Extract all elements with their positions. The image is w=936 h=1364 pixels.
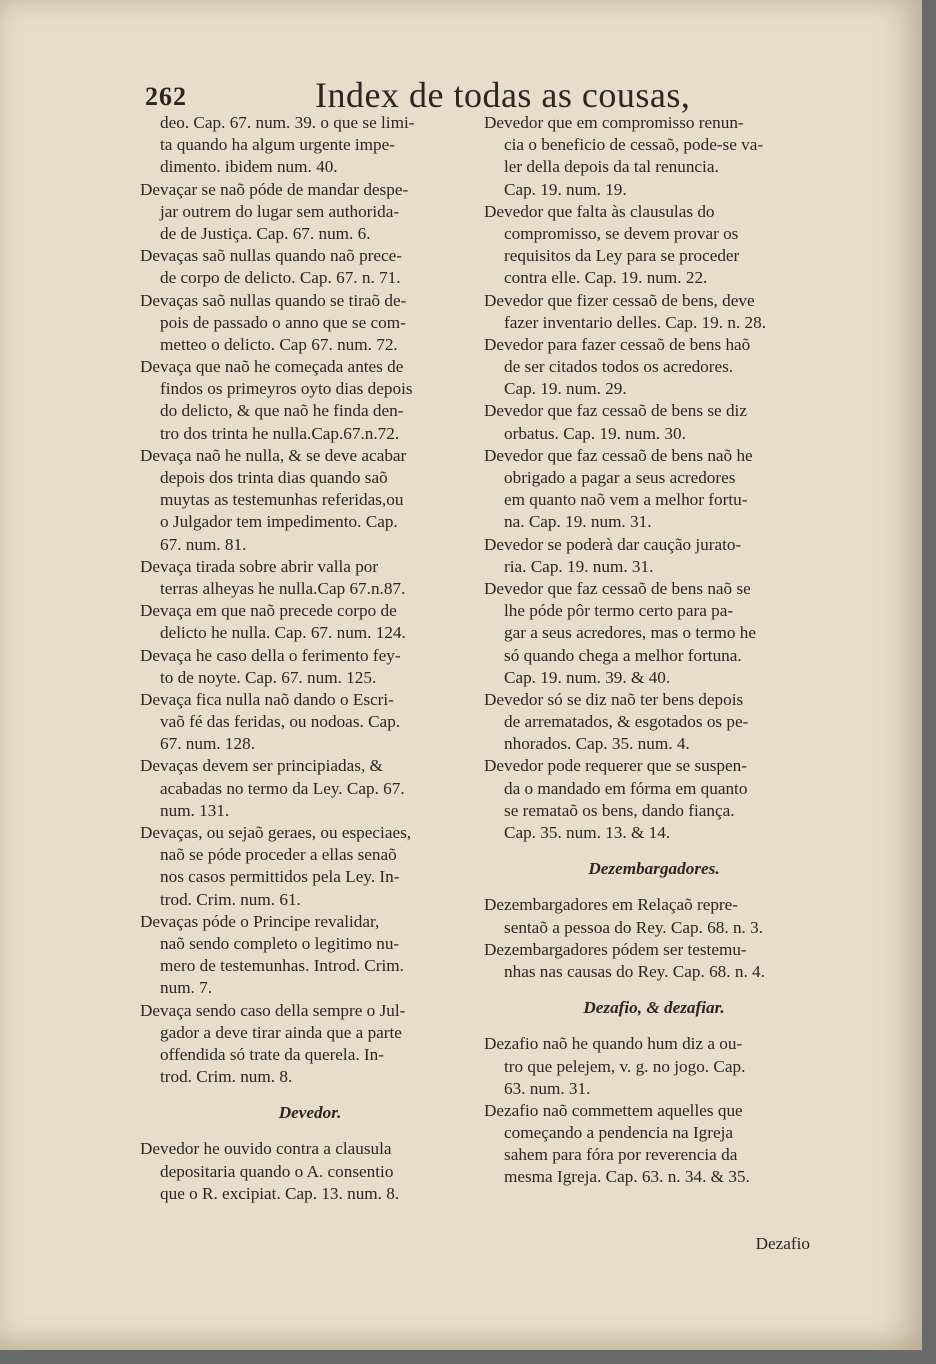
- entry-continuation-line: Cap. 35. num. 13. & 14.: [504, 823, 671, 842]
- entry-continuation-line: pois de passado o anno que se com-: [160, 312, 406, 332]
- section-heading: Dezembargadores.: [588, 859, 720, 879]
- entry-first-line: Devaças devem ser principiadas, &: [140, 756, 383, 776]
- entry-continuation-line: to de noyte. Cap. 67. num. 125.: [160, 667, 377, 687]
- entry-continuation-line: Cap. 19. num. 29.: [504, 379, 627, 399]
- entry-first-line: Devedor que fizer cessaõ de bens, deve: [484, 290, 755, 310]
- entry-first-line: Devaças póde o Principe revalidar,: [140, 911, 380, 931]
- entry-first-line: Devedor que faz cessaõ de bens naõ se: [484, 578, 751, 598]
- entry-continuation-line: nhorados. Cap. 35. num. 4.: [504, 734, 690, 754]
- entry-continuation-line: contra elle. Cap. 19. num. 22.: [504, 268, 708, 288]
- entry-continuation-line: de de Justiça. Cap. 67. num. 6.: [160, 223, 371, 243]
- entry-continuation-line: naõ se póde proceder a ellas senaõ: [160, 845, 397, 865]
- entry-continuation-line: delicto he nulla. Cap. 67. num. 124.: [160, 623, 406, 643]
- entry-continuation-line: 63. num. 31.: [504, 1078, 591, 1098]
- entry-continuation-line: ta quando ha algum urgente impe-: [160, 135, 395, 155]
- entry-continuation-line: num. 131.: [160, 800, 230, 820]
- entry-continuation-line: de ser citados todos os acredores.: [504, 357, 734, 377]
- entry-continuation-line: Cap. 19. num. 19.: [504, 179, 627, 199]
- entry-first-line: Dezembargadores em Relaçaõ repre-: [484, 895, 739, 915]
- entry-continuation-line: lhe póde pôr termo certo para pa-: [504, 601, 734, 621]
- entry-continuation-line: de arrematados, & esgotados os pe-: [504, 712, 749, 732]
- entry-continuation-line: mero de testemunhas. Introd. Crim.: [160, 956, 404, 976]
- entry-continuation-line: trod. Crim. num. 61.: [160, 889, 301, 909]
- entry-first-line: Devedor que faz cessaõ de bens naõ he: [484, 445, 753, 465]
- entry-continuation-line: do delicto, & que naõ he finda den-: [160, 401, 404, 421]
- entry-continuation-line: compromisso, se devem provar os: [504, 223, 739, 243]
- entry-continuation-line: começando a pendencia na Igreja: [504, 1123, 734, 1143]
- left-column: [140, 112, 480, 1205]
- page-number: 262: [145, 82, 187, 111]
- entry-continuation-line: o Julgador tem impedimento. Cap.: [160, 512, 398, 532]
- entry-continuation-line: num. 7.: [160, 978, 213, 998]
- entry-continuation-line: da o mandado em fórma em quanto: [504, 778, 748, 798]
- entry-continuation-line: 67. num. 81.: [160, 534, 247, 554]
- entry-continuation-line: gador a deve tirar ainda que a parte: [160, 1022, 402, 1042]
- entry-continuation-line: Cap. 19. num. 39. & 40.: [504, 667, 671, 687]
- entry-continuation-line: ria. Cap. 19. num. 31.: [504, 556, 654, 576]
- entry-continuation-line: na. Cap. 19. num. 31.: [504, 512, 652, 532]
- entry-first-line: Dezembargadores pódem ser testemu-: [484, 939, 747, 959]
- entry-first-line: Devaças saõ nullas quando se tiraõ de-: [140, 290, 407, 310]
- entry-continuation-line: orbatus. Cap. 19. num. 30.: [504, 423, 686, 443]
- entry-continuation-line: sentaõ a pessoa do Rey. Cap. 68. n. 3.: [504, 917, 764, 937]
- spacer: [140, 1124, 480, 1138]
- entry-continuation-line: tro dos trinta he nulla.Cap.67.n.72.: [160, 423, 400, 443]
- entry-continuation-line: tro que pelejem, v. g. no jogo. Cap.: [504, 1056, 746, 1076]
- entry-continuation-line: cia o beneficio de cessaõ, pode-se va-: [504, 135, 764, 155]
- entry-first-line: Devaça fica nulla naõ dando o Escri-: [140, 689, 394, 709]
- entry-continuation-line: se remataõ os bens, dando fiança.: [504, 800, 735, 820]
- entry-first-line: Devaça sendo caso della sempre o Jul-: [140, 1000, 406, 1020]
- running-title: Index de todas as cousas,: [315, 75, 691, 115]
- spacer: [484, 1019, 824, 1033]
- entry-continuation-line: dimento. ibidem num. 40.: [160, 157, 338, 177]
- spacer: [484, 880, 824, 894]
- entry-continuation-line: deo. Cap. 67. num. 39. o que se limi-: [160, 113, 415, 132]
- entry-continuation-line: só quando chega a melhor fortuna.: [504, 645, 742, 665]
- entry-first-line: Devedor que faz cessaõ de bens se diz: [484, 401, 747, 421]
- entry-first-line: Devedor pode requerer que se suspen-: [484, 756, 747, 776]
- entry-first-line: Devaçar se naõ póde de mandar despe-: [140, 179, 409, 199]
- entry-continuation-line: nos casos permittidos pela Ley. In-: [160, 867, 400, 887]
- spacer: [484, 983, 824, 997]
- entry-first-line: Devaças saõ nullas quando naõ prece-: [140, 246, 403, 266]
- entry-continuation-line: depositaria quando o A. consentio: [160, 1161, 394, 1181]
- section-heading: Dezafio, & dezafiar.: [583, 998, 725, 1018]
- entry-continuation-line: 67. num. 128.: [160, 734, 256, 754]
- right-column: [484, 112, 824, 1189]
- entry-first-line: Devaça que naõ he começada antes de: [140, 357, 404, 377]
- entry-first-line: Devaça he caso della o ferimento fey-: [140, 645, 401, 665]
- spacer: [484, 844, 824, 858]
- entry-first-line: Devaça tirada sobre abrir valla por: [140, 556, 379, 576]
- entry-continuation-line: mesma Igreja. Cap. 63. n. 34. & 35.: [504, 1167, 750, 1187]
- entry-continuation-line: vaõ fé das feridas, ou nodoas. Cap.: [160, 712, 401, 732]
- entry-continuation-line: metteo o delicto. Cap 67. num. 72.: [160, 334, 398, 354]
- entry-continuation-line: de corpo de delicto. Cap. 67. n. 71.: [160, 268, 401, 288]
- entry-continuation-line: que o R. excipiat. Cap. 13. num. 8.: [160, 1183, 400, 1203]
- spacer: [140, 1088, 480, 1102]
- entry-continuation-line: muytas as testemunhas referidas,ou: [160, 490, 404, 510]
- catchword: Dezafio: [755, 1234, 810, 1253]
- entry-continuation-line: acabadas no termo da Ley. Cap. 67.: [160, 778, 405, 798]
- entry-continuation-line: ler della depois da tal renuncia.: [504, 157, 719, 177]
- entry-first-line: Devaça naõ he nulla, & se deve acabar: [140, 445, 407, 465]
- entry-first-line: Devaças, ou sejaõ geraes, ou especiaes,: [140, 823, 412, 842]
- entry-first-line: Devaça em que naõ precede corpo de: [140, 601, 397, 621]
- entry-continuation-line: sahem para fóra por reverencia da: [504, 1145, 738, 1165]
- entry-continuation-line: fazer inventario delles. Cap. 19. n. 28.: [504, 312, 767, 332]
- entry-continuation-line: obrigado a pagar a seus acredores: [504, 468, 736, 487]
- entry-continuation-line: jar outrem do lugar sem authorida-: [160, 201, 400, 221]
- entry-continuation-line: requisitos da Ley para se proceder: [504, 246, 740, 266]
- entry-first-line: Dezafio naõ commettem aquelles que: [484, 1100, 743, 1120]
- entry-continuation-line: terras alheyas he nulla.Cap 67.n.87.: [160, 578, 406, 598]
- entry-first-line: Devedor que falta às clausulas do: [484, 201, 715, 221]
- entry-continuation-line: gar a seus acredores, mas o termo he: [504, 623, 756, 643]
- entry-continuation-line: em quanto naõ vem a melhor fortu-: [504, 490, 748, 510]
- entry-first-line: Devedor para fazer cessaõ de bens haõ: [484, 334, 751, 354]
- entry-continuation-line: naõ sendo completo o legitimo nu-: [160, 933, 400, 953]
- entry-first-line: Devedor se poderà dar caução jurato-: [484, 534, 742, 554]
- section-heading: Devedor.: [278, 1103, 342, 1123]
- entry-continuation-line: trod. Crim. num. 8.: [160, 1067, 293, 1087]
- entry-continuation-line: nhas nas causas do Rey. Cap. 68. n. 4.: [504, 961, 765, 981]
- entry-first-line: Dezafio naõ he quando hum diz a ou-: [484, 1034, 743, 1054]
- entry-continuation-line: findos os primeyros oyto dias depois: [160, 379, 413, 399]
- entry-continuation-line: depois dos trinta dias quando saõ: [160, 468, 388, 487]
- entry-first-line: Devedor que em compromisso renun-: [484, 113, 744, 132]
- entry-first-line: Devedor he ouvido contra a clausula: [140, 1139, 392, 1159]
- entry-continuation-line: offendida só trate da querela. In-: [160, 1044, 384, 1064]
- entry-first-line: Devedor só se diz naõ ter bens depois: [484, 689, 744, 709]
